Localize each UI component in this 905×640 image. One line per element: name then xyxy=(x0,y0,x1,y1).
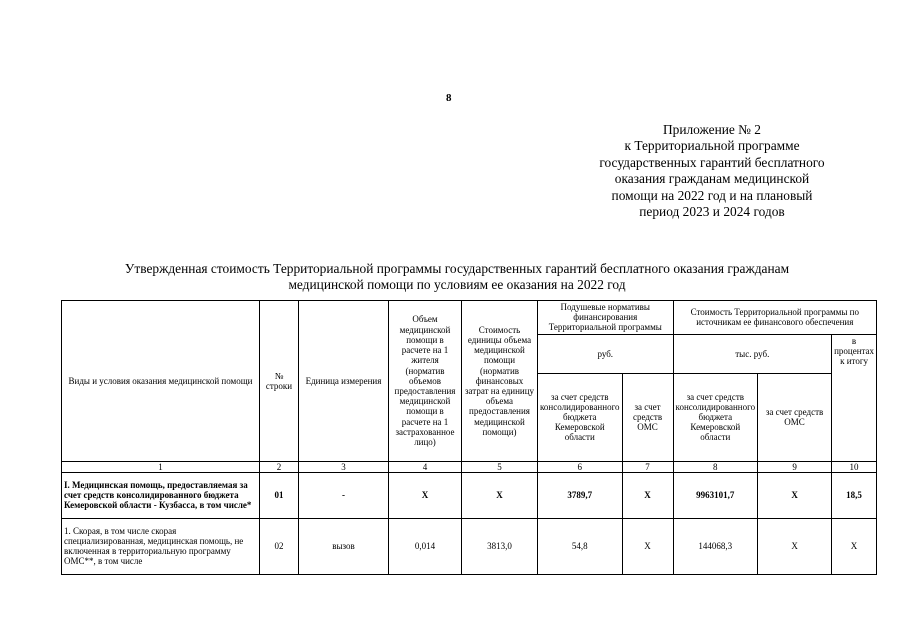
column-number: 6 xyxy=(538,461,623,472)
column-number: 10 xyxy=(832,461,877,472)
row-cost-budget: 144068,3 xyxy=(673,518,758,574)
cost-table xyxy=(61,300,877,575)
header-budget-thous: за счет средств консолидированного бюджета Кемеровской области xyxy=(673,373,758,461)
title-line: медицинской помощи по условиям ее оказания на 2022 год xyxy=(288,276,626,292)
column-number: 9 xyxy=(758,461,832,472)
row-percent: X xyxy=(832,518,877,574)
row-cost-oms: X xyxy=(758,472,832,518)
header-volume: Объем медицинской помощи в расчете на 1 жителя (норматив объемов предоставления медицинской помощи в расчете на 1 застрахованное лицо) xyxy=(389,301,462,462)
row-number: 01 xyxy=(260,472,299,518)
row-unit: - xyxy=(299,472,389,518)
row-name: 1. Скорая, в том числе скорая специализированная, медицинская помощь, не включенная в территориальную программу ОМС**, в том числе xyxy=(62,518,260,574)
appendix-line: Приложение № 2 xyxy=(662,122,762,137)
appendix-line: помощи на 2022 год и на плановый xyxy=(611,187,813,203)
column-number: 4 xyxy=(389,461,462,472)
column-number: 5 xyxy=(462,461,538,472)
row-per-capita-budget: 54,8 xyxy=(538,518,623,574)
row-volume: 0,014 xyxy=(389,518,462,574)
document-title xyxy=(62,261,852,293)
appendix-line: период 2023 и 2024 годов xyxy=(639,204,785,220)
header-cost-group: Стоимость Территориальной программы по источникам ее финансового обеспечения xyxy=(673,301,877,335)
table-row xyxy=(62,472,877,518)
row-number: 02 xyxy=(260,518,299,574)
column-number: 1 xyxy=(62,461,260,472)
header-unit-cost: Стоимость единицы объема медицинской помощи (норматив финансовых затрат на единицу объема предоставления медицинской помощи) xyxy=(462,301,538,462)
header-row-number: № строки xyxy=(260,301,299,462)
header-budget-rub: за счет средств консолидированного бюджета Кемеровской области xyxy=(538,373,623,461)
row-per-capita-budget: 3789,7 xyxy=(538,472,623,518)
header-oms-rub: за счет средств ОМС xyxy=(622,373,673,461)
row-unit-cost: 3813,0 xyxy=(462,518,538,574)
appendix-line: к Территориальной программе xyxy=(624,138,800,154)
appendix-block xyxy=(575,122,849,220)
header-per-capita-group: Подушевые нормативы финансирования Территориальной программы xyxy=(538,301,674,335)
column-number: 2 xyxy=(260,461,299,472)
row-unit: вызов xyxy=(299,518,389,574)
row-unit-cost: X xyxy=(462,472,538,518)
column-number: 3 xyxy=(299,461,389,472)
row-per-capita-oms: X xyxy=(622,518,673,574)
title-line: Утвержденная стоимость Территориальной программы государственных гарантий бесплатного оказания гражданам xyxy=(124,261,790,276)
row-per-capita-oms: X xyxy=(622,472,673,518)
row-cost-budget: 9963101,7 xyxy=(673,472,758,518)
header-thous-rub: тыс. руб. xyxy=(673,334,832,373)
header-oms-thous: за счет средств ОМС xyxy=(758,373,832,461)
column-number: 7 xyxy=(622,461,673,472)
row-percent: 18,5 xyxy=(832,472,877,518)
appendix-line: оказания гражданам медицинской xyxy=(614,171,810,187)
appendix-line: государственных гарантий бесплатного xyxy=(599,154,825,170)
header-rub: руб. xyxy=(538,334,674,373)
page-number: 8 xyxy=(446,92,452,104)
row-volume: X xyxy=(389,472,462,518)
column-number: 8 xyxy=(673,461,758,472)
table-row xyxy=(62,518,877,574)
row-cost-oms: X xyxy=(758,518,832,574)
header-percent: в процентах к итогу xyxy=(832,334,877,461)
header-kind: Виды и условия оказания медицинской помощи xyxy=(62,301,260,462)
header-unit: Единица измерения xyxy=(299,301,389,462)
row-name: I. Медицинская помощь, предоставляемая за счет средств консолидированного бюджета Кемеровской области - Кузбасса, в том числе* xyxy=(62,472,260,518)
